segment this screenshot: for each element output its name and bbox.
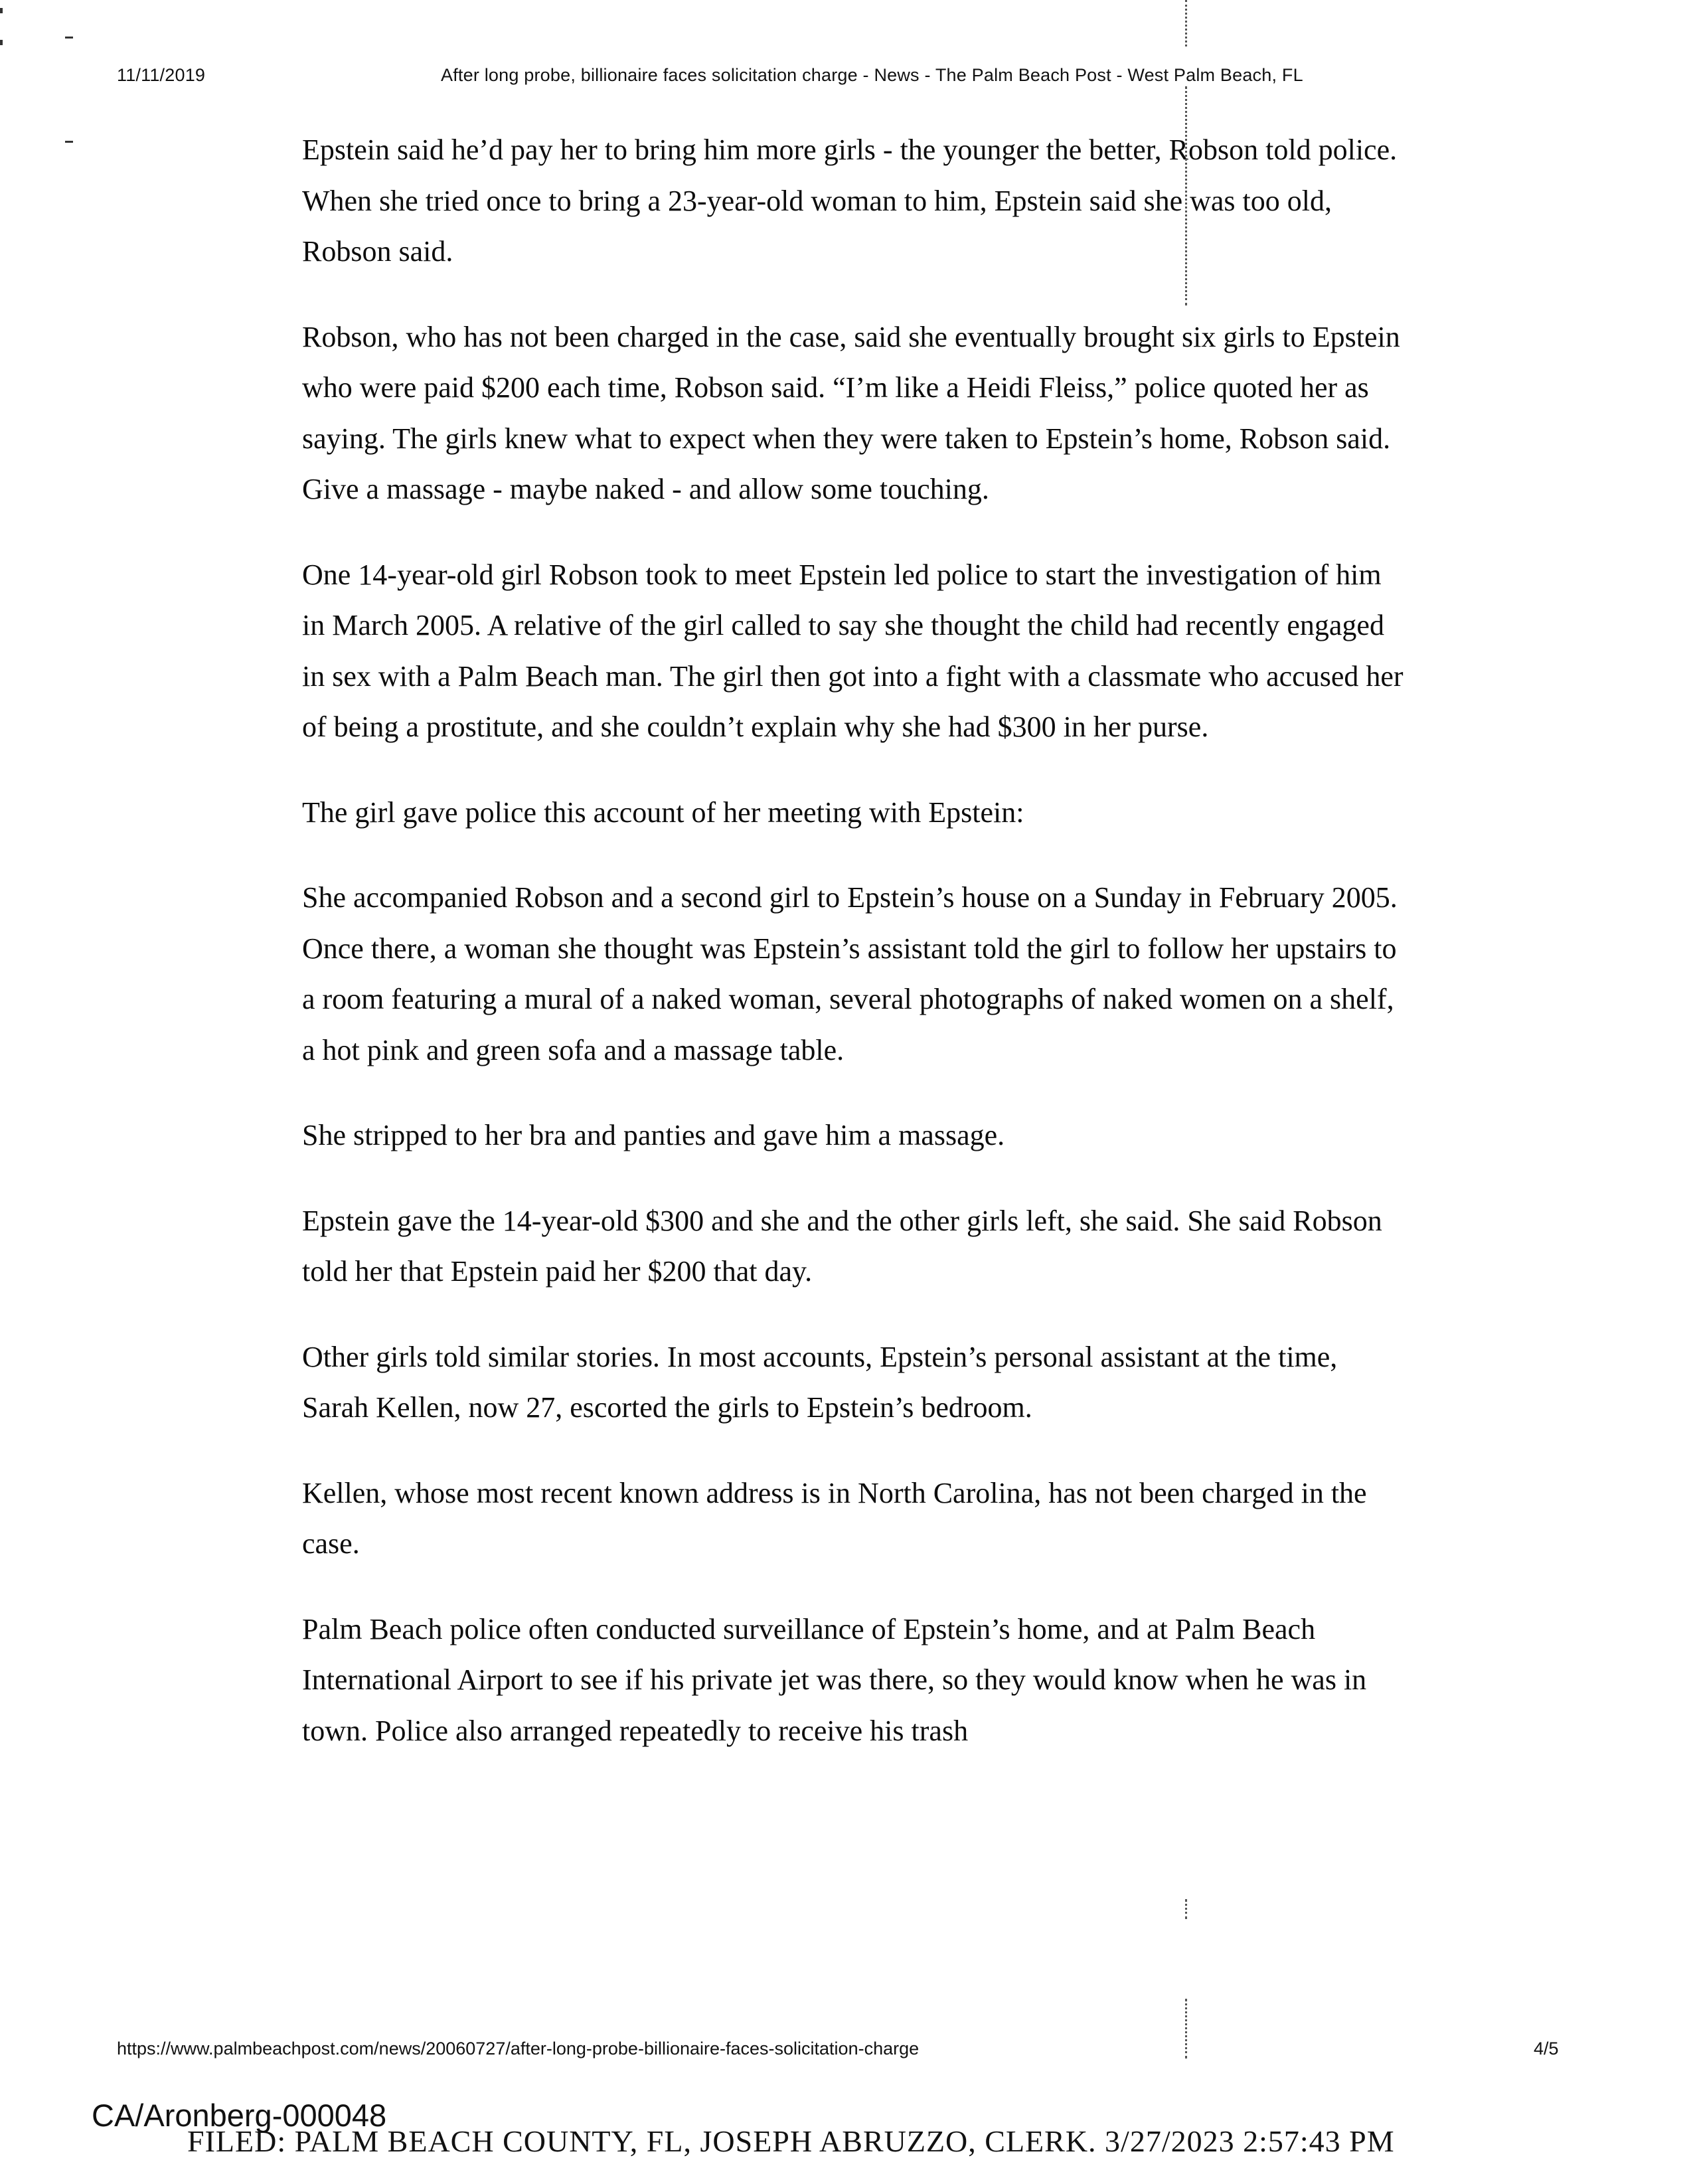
paragraph: Kellen, whose most recent known address is in North Carolina, has not been charged in the case. <box>302 1476 1367 1560</box>
scan-artifact-line <box>1185 86 1187 305</box>
scan-artifact-mark <box>0 40 3 45</box>
scan-artifact-mark <box>65 141 73 143</box>
scan-artifact-line <box>1185 0 1187 46</box>
paragraph: Palm Beach police often conducted surveillance of Epstein’s home, and at Palm Beach International Airport to see if his private jet was there, so they would know when he was in town. Police also arranged repeatedly to receive his trash <box>302 1612 1367 1747</box>
print-date: 11/11/2019 <box>117 65 206 85</box>
paragraph: Epstein gave the 14-year-old $300 and she and the other girls left, she said. She said Robson told her that Epstein paid her $200 that day. <box>302 1204 1382 1288</box>
paragraph: Robson, who has not been charged in the case, said she eventually brought six girls to Epstein who were paid $200 each time, Robson said. “I’m like a Heidi Fleiss,” police quoted her as saying. The girls knew what to expect when they were taken to Epstein’s home, Robson said. Give a massage - maybe naked - and allow some touching. <box>302 320 1400 505</box>
paragraph: She stripped to her bra and panties and gave him a massage. <box>302 1119 1005 1151</box>
paragraph: One 14-year-old girl Robson took to meet Epstein led police to start the investigation of him in March 2005. A relative of the girl called to say she thought the child had recently engaged in sex with a Palm Beach man. The girl then got into a fight with a classmate who accused her of being a prostitute, and she couldn’t explain why she had $300 in her purse. <box>302 558 1404 743</box>
footer-url: https://www.palmbeachpost.com/news/20060727/after-long-probe-billionaire-faces-solicitation-charge <box>117 2039 920 2058</box>
scan-artifact-mark <box>0 8 3 13</box>
scan-artifact-mark <box>65 37 73 39</box>
paragraph: She accompanied Robson and a second girl to Epstein’s house on a Sunday in February 2005. Once there, a woman she thought was Epstein’s assistant told the girl to follow her upstairs to a room featuring a mural of a naked woman, several photographs of naked women on a shelf, a hot pink and green sofa and a massage table. <box>302 881 1398 1066</box>
bates-stamp: CA/Aronberg-000048 <box>92 2098 387 2133</box>
page-title: After long probe, billionaire faces solicitation charge - News - The Palm Beach Post - West Palm Beach, FL <box>441 65 1303 85</box>
scan-artifact-line <box>1185 1999 1187 2058</box>
paragraph: The girl gave police this account of her meeting with Epstein: <box>302 796 1024 829</box>
paragraph: Epstein said he’d pay her to bring him more girls - the younger the better, Robson told police. When she tried once to bring a 23-year-old woman to him, Epstein said she was too old, Robson said. <box>302 133 1398 268</box>
filed-stamp: FILED: PALM BEACH COUNTY, FL, JOSEPH ABRUZZO, CLERK. 3/27/2023 2:57:43 PM <box>187 2124 1395 2158</box>
paragraph: Other girls told similar stories. In most accounts, Epstein’s personal assistant at the time, Sarah Kellen, now 27, escorted the girls to Epstein’s bedroom. <box>302 1340 1338 1424</box>
scan-artifact-line <box>1185 1899 1187 1919</box>
article-body <box>302 125 1404 1791</box>
page-number: 4/5 <box>1534 2039 1559 2058</box>
